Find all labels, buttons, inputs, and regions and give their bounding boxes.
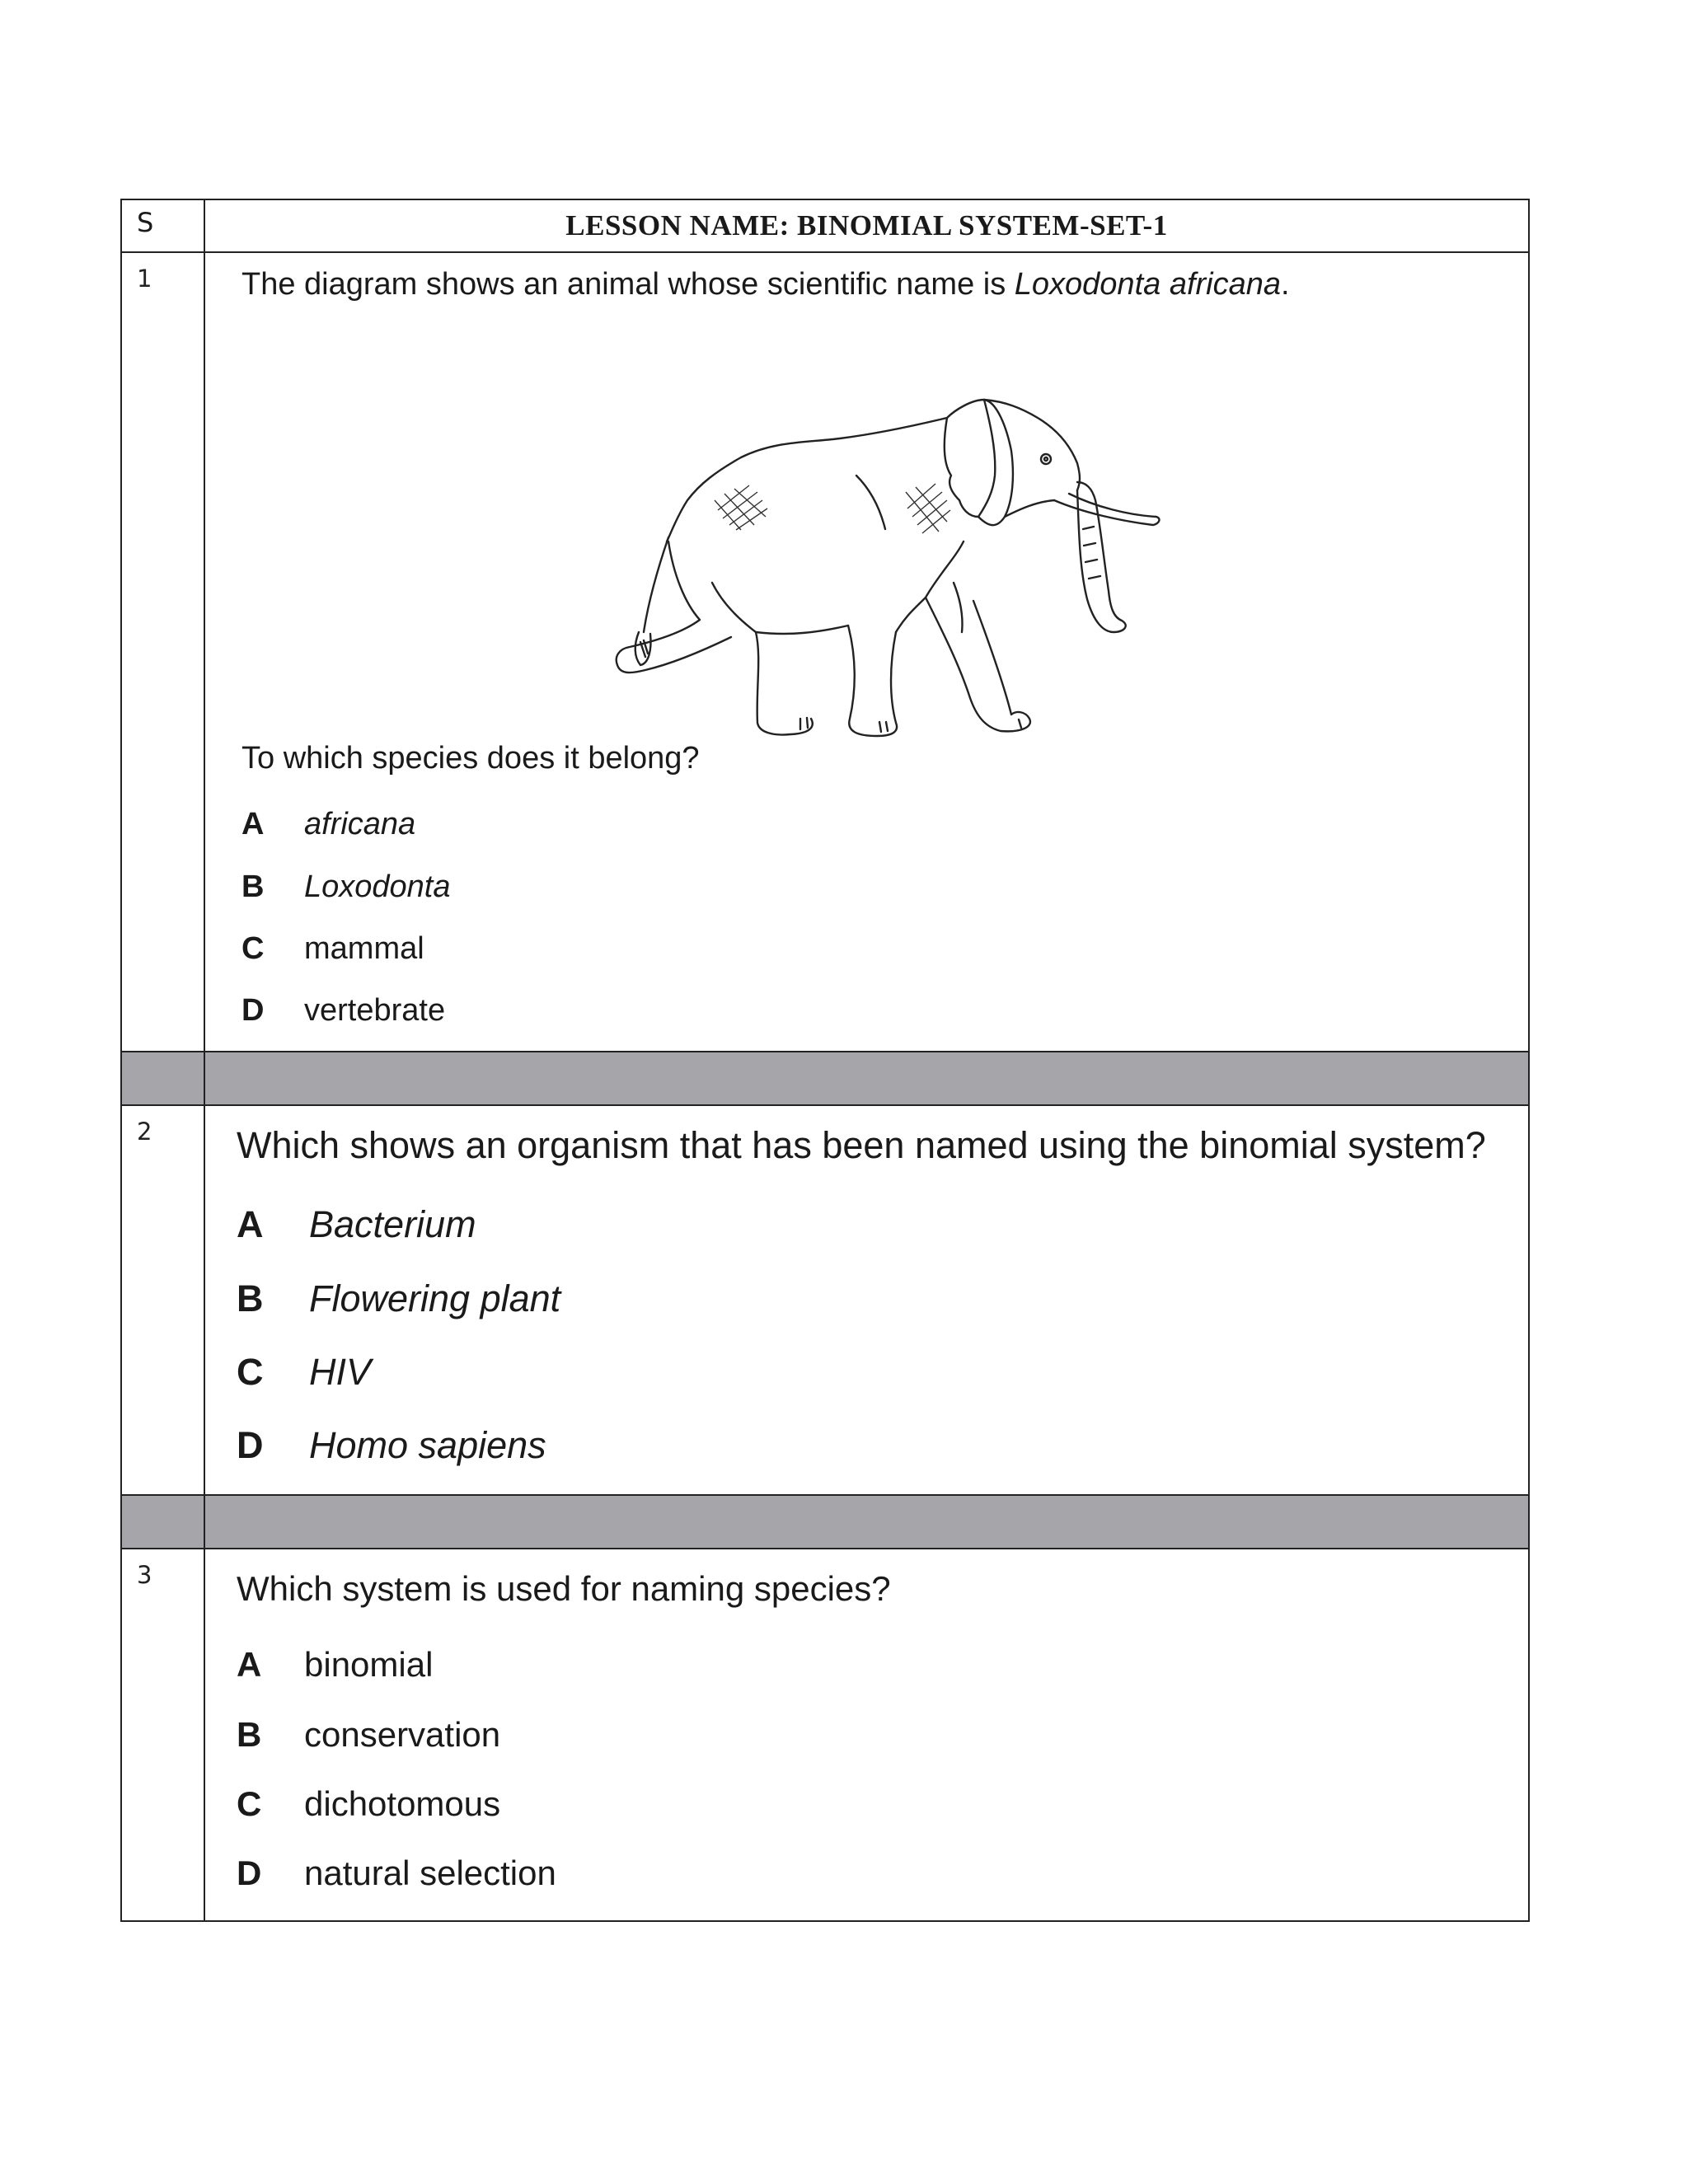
- option-a[interactable]: [241, 807, 416, 842]
- option-d[interactable]: [237, 1424, 546, 1467]
- option-text: Bacterium: [309, 1203, 476, 1245]
- option-letter: D: [237, 1424, 264, 1466]
- option-letter: B: [237, 1715, 262, 1754]
- option-text: conservation: [304, 1715, 501, 1754]
- option-d[interactable]: [237, 1854, 556, 1893]
- question-stem: Which system is used for naming species?: [237, 1569, 891, 1608]
- option-text: africana: [304, 807, 416, 841]
- option-text: mammal: [304, 931, 424, 966]
- option-text: HIV: [309, 1351, 372, 1393]
- question-number: 1: [121, 252, 204, 1052]
- option-text: Loxodonta: [304, 869, 451, 904]
- option-c[interactable]: [241, 931, 424, 967]
- option-letter: C: [237, 1784, 262, 1823]
- question-body-3: [204, 1549, 1529, 1921]
- option-b[interactable]: [237, 1715, 501, 1755]
- option-letter: B: [237, 1277, 264, 1319]
- option-letter: D: [237, 1854, 262, 1892]
- question-number: 2: [121, 1105, 204, 1495]
- option-c[interactable]: [237, 1784, 501, 1824]
- option-a[interactable]: [237, 1203, 476, 1246]
- worksheet-table: [120, 199, 1530, 1922]
- option-text: natural selection: [304, 1854, 556, 1892]
- option-letter: D: [241, 993, 265, 1028]
- question-row-1: [121, 252, 1529, 1052]
- option-letter: A: [237, 1203, 264, 1245]
- option-text: dichotomous: [304, 1784, 501, 1823]
- question-row-3: [121, 1549, 1529, 1921]
- serial-header: S: [121, 199, 204, 252]
- option-letter: B: [241, 869, 265, 904]
- question-body-1: [204, 252, 1529, 1052]
- option-b[interactable]: [241, 869, 451, 905]
- separator-row: [121, 1495, 1529, 1549]
- option-b[interactable]: [237, 1277, 561, 1320]
- option-c[interactable]: [237, 1351, 372, 1394]
- option-letter: C: [241, 931, 265, 966]
- question-row-2: [121, 1105, 1529, 1495]
- lesson-title: LESSON NAME: BINOMIAL SYSTEM-SET-1: [204, 199, 1529, 252]
- question-body-2: [204, 1105, 1529, 1495]
- question-number: 3: [121, 1549, 204, 1921]
- option-letter: A: [241, 807, 265, 841]
- header-row: [121, 199, 1529, 252]
- elephant-illustration: [609, 385, 1203, 764]
- option-letter: A: [237, 1645, 262, 1684]
- option-text: binomial: [304, 1645, 434, 1684]
- option-text: Flowering plant: [309, 1277, 561, 1319]
- separator-row: [121, 1052, 1529, 1105]
- scientific-name: Loxodonta africana: [1014, 267, 1282, 302]
- option-letter: C: [237, 1351, 264, 1393]
- question-stem: The diagram shows an animal whose scientific name is Loxodonta africana.: [241, 267, 1290, 302]
- option-d[interactable]: [241, 993, 446, 1029]
- option-text: vertebrate: [304, 993, 446, 1028]
- question-stem: Which shows an organism that has been named using the binomial system?: [237, 1124, 1486, 1166]
- question-prompt: To which species does it belong?: [241, 741, 700, 776]
- option-text: Homo sapiens: [309, 1424, 546, 1466]
- option-a[interactable]: [237, 1645, 434, 1685]
